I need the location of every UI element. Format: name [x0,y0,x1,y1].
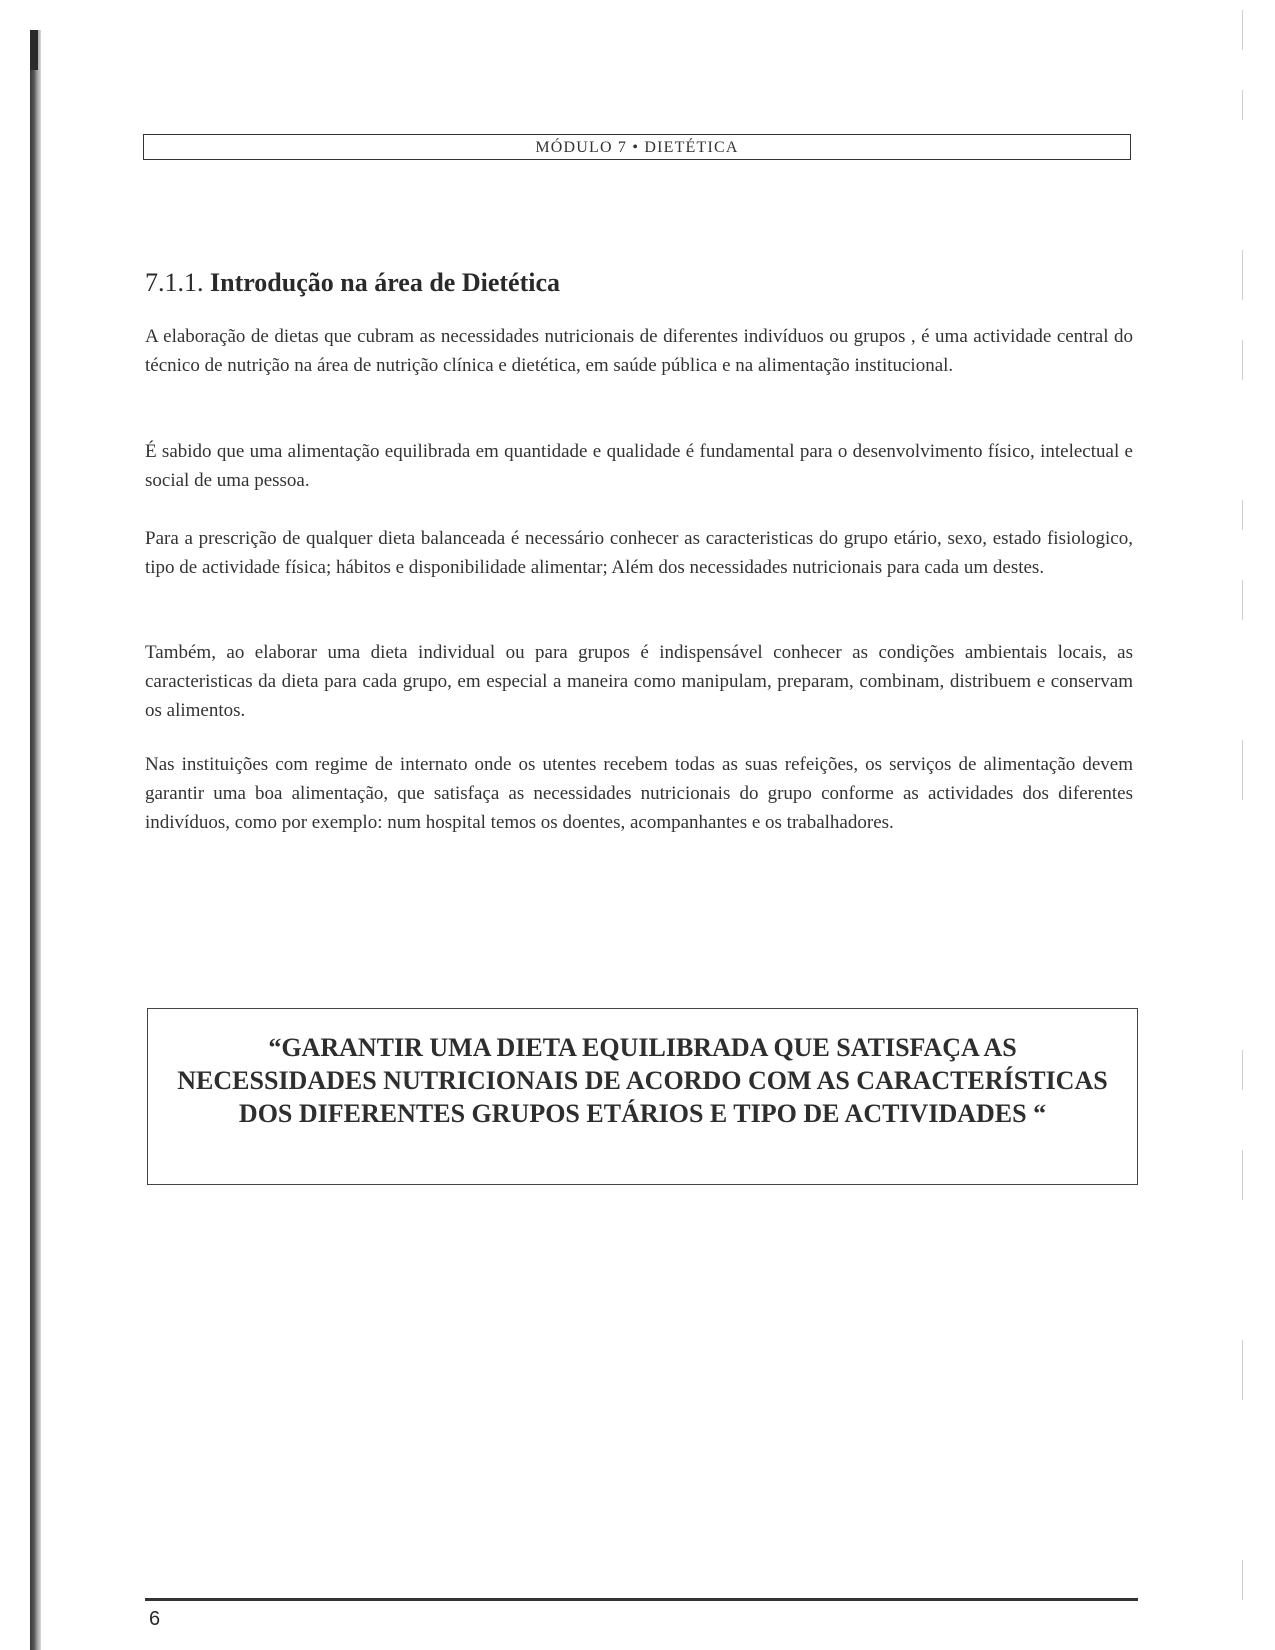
section-title: Introdução na área de Dietética [210,268,560,297]
quote-text: “GARANTIR UMA DIETA EQUILIBRADA QUE SATISFAÇA AS NECESSIDADES NUTRICIONAIS DE ACORDO COM AS CARACTERÍSTICAS DOS DIFERENTES GRUPOS ETÁRIOS E TIPO DE ACTIVIDADES “ [177,1033,1108,1128]
module-header-box [143,134,1131,160]
paragraph-balanced-diet: É sabido que uma alimentação equilibrada em quantidade e qualidade é fundamental para o desenvolvimento físico, intelectual e social de uma pessoa. [145,441,1133,491]
paragraph-prescription: Para a prescrição de qualquer dieta balanceada é necessário conhecer as caracteristicas do grupo etário, sexo, estado fisiologico, tipo de actividade física; hábitos e disponibilidade alimentar; Além dos necessidades nutricionais para cada um destes. [145,528,1133,578]
section-heading [145,268,560,298]
footer-rule [145,1598,1138,1601]
page-number: 6 [149,1608,161,1630]
paragraph-intro: A elaboração de dietas que cubram as necessidades nutricionais de diferentes indivíduos ou grupos , é uma actividade central do técnico de nutrição na área de nutrição clínica e dietética, em saúde pública e na alimentação institucional. [145,326,1133,376]
page-binding-tip [30,30,38,70]
paragraph-conditions: Também, ao elaborar uma dieta individual ou para grupos é indispensável conhecer as condições ambientais locais, as caracteristicas da dieta para cada grupo, em especial a maneira como manipulam, preparam, combinam, distribuem e conservam os alimentos. [145,642,1133,721]
section-number: 7.1.1. [145,268,204,297]
paragraph-institutions: Nas instituições com regime de internato onde os utentes recebem todas as suas refeições, os serviços de alimentação devem garantir uma boa alimentação, que satisfaça as necessidades nutricionais do grupo conforme as actividades dos diferentes indivíduos, como por exemplo: num hospital temos os doentes, acompanhantes e os trabalhadores. [145,754,1133,833]
module-header-title: MÓDULO 7 • DIETÉTICA [535,139,739,156]
page-binding-edge [30,30,41,1650]
scan-edge-marks [1228,0,1268,1650]
quote-box [147,1008,1138,1185]
